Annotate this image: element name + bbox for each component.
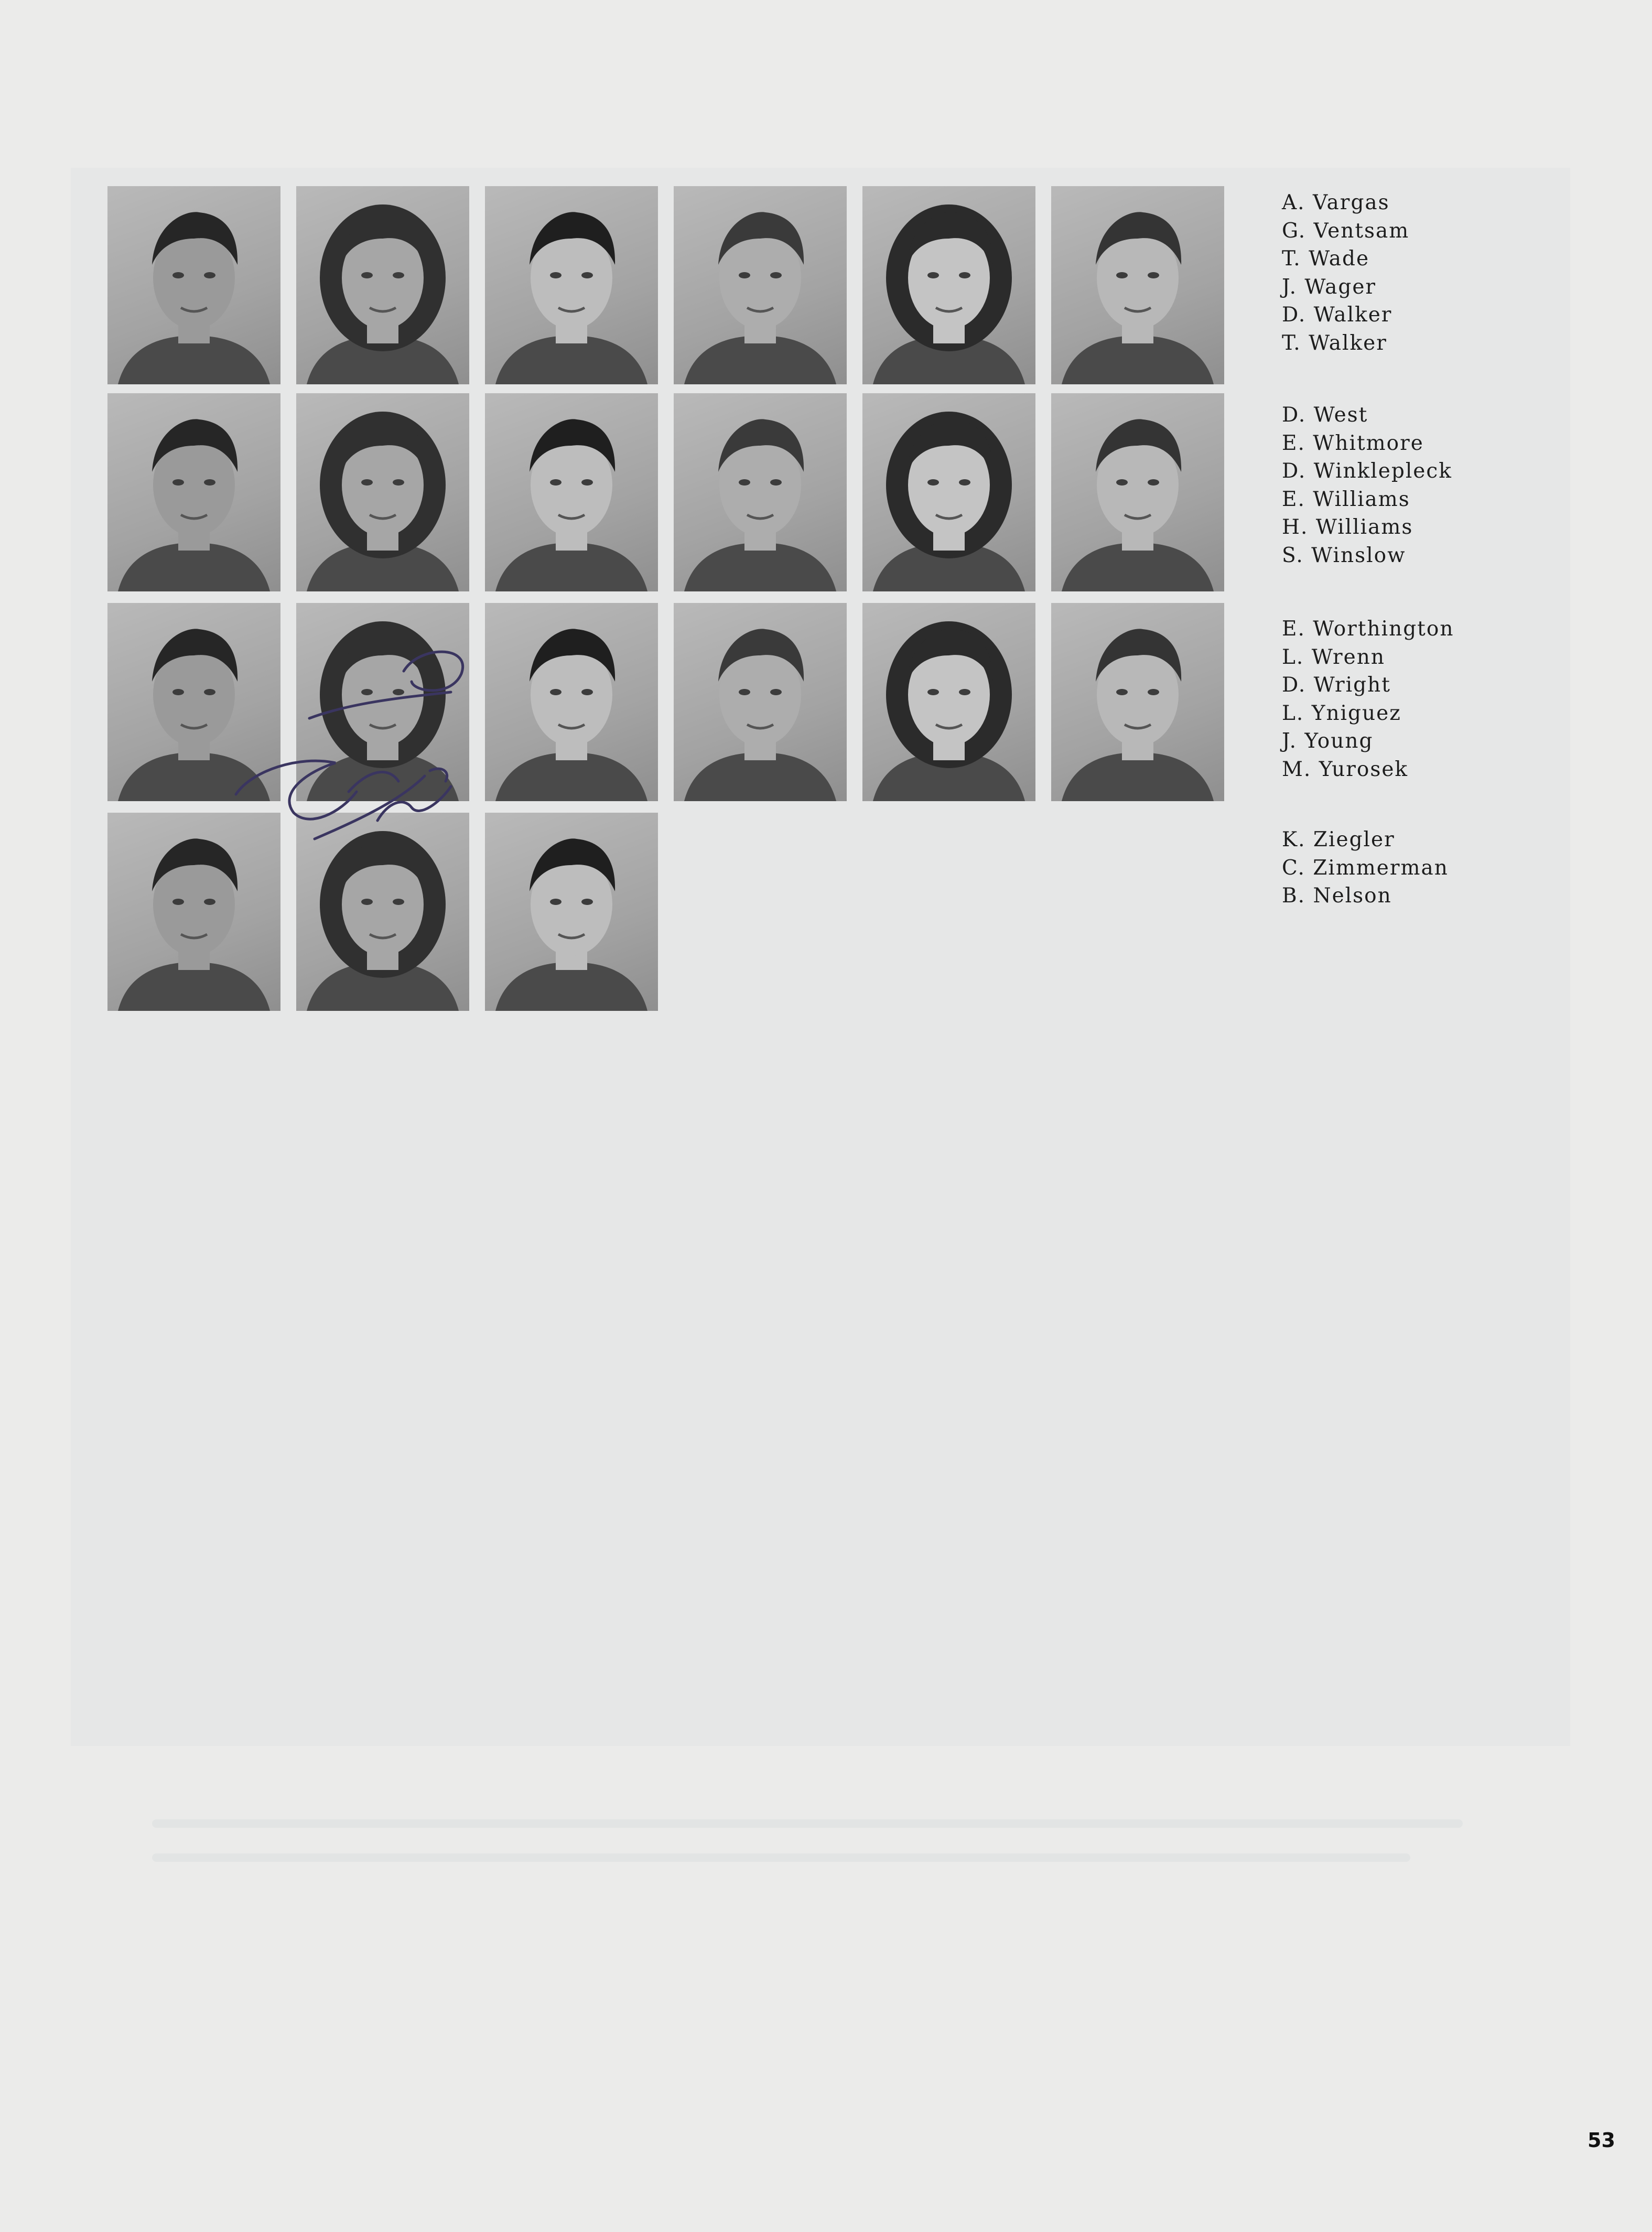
portrait-image (107, 393, 280, 591)
student-portrait (1051, 393, 1224, 591)
page-number: 53 (1588, 2129, 1615, 2152)
faded-caption-line (152, 1853, 1410, 1862)
name-entry: M. Yurosek (1282, 757, 1409, 781)
name-entry: E. Whitmore (1282, 431, 1424, 455)
student-portrait (296, 393, 469, 591)
portrait-image (107, 186, 280, 384)
portrait-image (862, 393, 1035, 591)
name-entry: G. Ventsam (1282, 219, 1410, 243)
name-entry: H. Williams (1282, 515, 1413, 539)
portrait-grid (107, 186, 1235, 1025)
portrait-image (674, 603, 847, 801)
portrait-image (674, 393, 847, 591)
student-portrait (1051, 603, 1224, 801)
portrait-image (485, 186, 658, 384)
name-entry: L. Yniguez (1282, 701, 1401, 725)
name-entry: C. Zimmerman (1282, 856, 1449, 880)
name-entry: K. Ziegler (1282, 828, 1395, 851)
name-entry: T. Wade (1282, 247, 1370, 271)
handwritten-signature (231, 613, 482, 844)
student-portrait (107, 393, 280, 591)
name-entry: T. Walker (1282, 331, 1387, 355)
student-portrait (674, 393, 847, 591)
portrait-image (296, 393, 469, 591)
name-entry: B. Nelson (1282, 884, 1392, 908)
name-group-1 (1282, 189, 1409, 357)
portrait-image (862, 603, 1035, 801)
portrait-image (674, 186, 847, 384)
student-portrait (296, 186, 469, 384)
portrait-image (485, 603, 658, 801)
student-portrait (485, 186, 658, 384)
student-portrait (862, 186, 1035, 384)
student-portrait (107, 186, 280, 384)
name-entry: L. Wrenn (1282, 645, 1385, 669)
name-entry: J. Young (1282, 729, 1374, 753)
portrait-image (1051, 603, 1224, 801)
name-entry: E. Worthington (1282, 617, 1454, 641)
student-portrait (485, 813, 658, 1011)
student-portrait (485, 603, 658, 801)
name-entry: A. Vargas (1282, 191, 1390, 214)
signature-stroke (236, 652, 463, 839)
name-group-4 (1282, 826, 1449, 910)
student-portrait (862, 603, 1035, 801)
student-portrait (674, 186, 847, 384)
student-portrait (862, 393, 1035, 591)
portrait-image (862, 186, 1035, 384)
portrait-image (1051, 186, 1224, 384)
name-group-3 (1282, 615, 1454, 783)
name-entry: D. Winklepleck (1282, 459, 1452, 483)
name-entry: E. Williams (1282, 487, 1410, 511)
faded-caption-line (152, 1819, 1463, 1828)
student-portrait (674, 603, 847, 801)
name-entry: D. Wright (1282, 673, 1391, 697)
portrait-image (485, 813, 658, 1011)
portrait-image (296, 186, 469, 384)
name-entry: J. Wager (1282, 275, 1377, 299)
name-entry: S. Winslow (1282, 543, 1406, 567)
portrait-image (1051, 393, 1224, 591)
portrait-image (485, 393, 658, 591)
name-entry: D. West (1282, 403, 1368, 427)
name-group-2 (1282, 401, 1452, 569)
student-portrait (485, 393, 658, 591)
name-entry: D. Walker (1282, 303, 1392, 327)
student-portrait (1051, 186, 1224, 384)
